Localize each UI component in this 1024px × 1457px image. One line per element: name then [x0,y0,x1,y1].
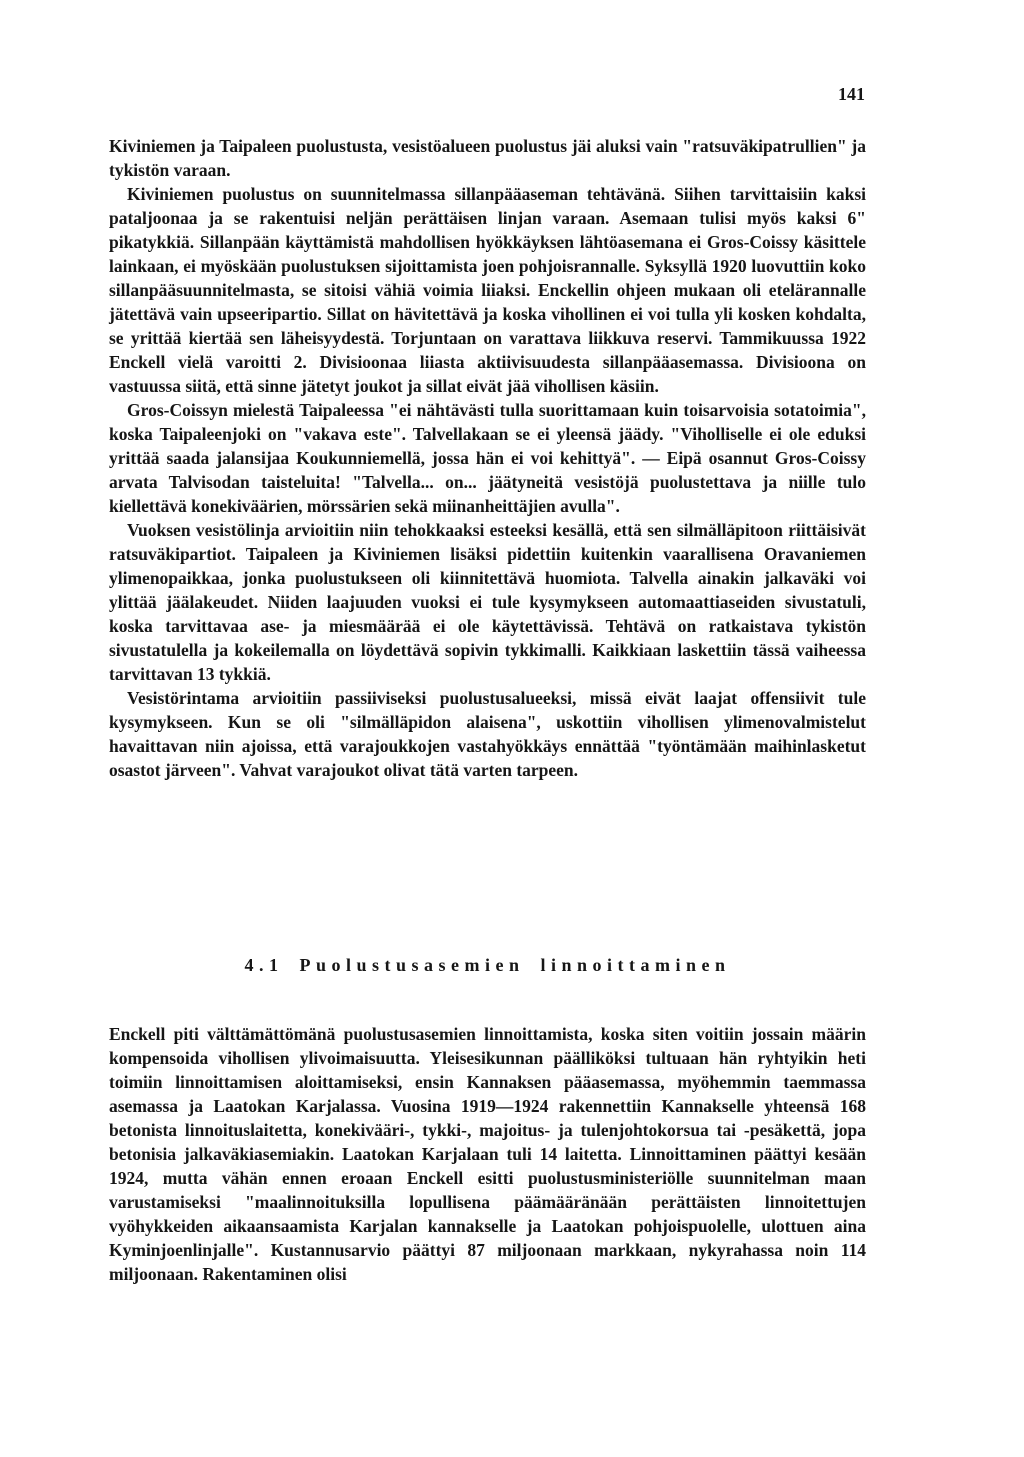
paragraph: Kiviniemen ja Taipaleen puolustusta, vesistöalueen puolustus jäi aluksi vain "ratsuväkipatrullien" ja tykistön varaan. [109,136,866,180]
paragraph: Enckell piti välttämättömänä puolustusasemien linnoittamista, koska siten voitiin jossain määrin kompensoida vihollisen ylivoimaisuutta. Yleisesikunnan päälliköksi tultuaan hän ryhtyikin heti toimiin linnoittamisen aloittamiseksi, ensin Kannaksen pääasemassa, myöhemmin taemmassa asemassa ja Laatokan Karjalassa. Vuosina 1919—1924 rakennettiin Kannakselle yhteensä 168 betonista linnoituslaitetta, konekivääri-, tykki-, majoitus- ja tulenjohtokorsua tai -pesäkettä, jopa betonisia jalkaväkiasemiakin. Laatokan Karjalaan tuli 14 laitetta. Linnoittaminen päättyi kesään 1924, mutta vähän ennen eroaan Enckell esitti puolustusministeriölle suunnitelman maan varustamiseksi "maalinnoituksilla lopullisena päämääränään perättäisten linnoitettujen vyöhykkeiden aikaansaamista Karjalan kannakselle ja Laatokan pohjoispuolelle, ulottuen aina Kyminjoenlinjalle". Kustannusarvio päättyi 87 miljoonaan markkaan, nykyrahassa noin 114 miljoonaan. Rakentaminen olisi [109,1024,866,1284]
paragraph: Vesistörintama arvioitiin passiiviseksi puolustusalueeksi, missä eivät laajat offensiivit tule kysymykseen. Kun se oli "silmälläpidon alaisena", uskottiin vihollisen ylimenovalmistelut havaittavan niin ajoissa, että varajoukkojen vastahyökkäys ennättää "työntämään maihinlasketut osastot järveen". Vahvat varajoukot olivat tätä varten tarpeen. [109,688,866,780]
paragraph: Vuoksen vesistölinja arvioitiin niin tehokkaaksi esteeksi kesällä, että sen silmälläpitoon riittäisivät ratsuväkipartiot. Taipaleen ja Kiviniemen lisäksi pidettiin kuitenkin vaarallisena Oravaniemen ylimenopaikkaa, jonka puolustukseen oli kiinnitettävä huomiota. Talvella ainakin jalkaväki voi ylittää jäälakeudet. Niiden laajuuden vuoksi ei tule kysymykseen automaattiaseiden sivustatuli, koska tarvittavaa ase- ja miesmäärää ei ole käytettävissä. Tehtävä on ratkaistava tykistön sivustatulella ja kokeilemalla on löydettävä sopivin tykkimalli. Kaikkiaan laskettiin tässä vaiheessa tarvittavan 13 tykkiä. [109,520,866,684]
paragraph: Gros-Coissyn mielestä Taipaleessa "ei nähtävästi tulla suorittamaan kuin toisarvoisia sotatoimia", koska Taipaleenjoki on "vakava este". Talvellakaan se ei yleensä jäädy. "Viholliselle ei ole eduksi yrittää saada jalansijaa Koukunniemellä, jossa hän ei voi kehittyä". — Eipä osannut Gros-Coissy arvata Talvisodan taisteluita! "Talvella... on... jäätyneitä vesistöjä puolustettava ja niille tulo kiellettävä konekiväärien, mörssärien sekä miinanheittäjien avulla". [109,400,866,516]
paragraph: Kiviniemen puolustus on suunnitelmassa sillanpääaseman tehtävänä. Siihen tarvittaisiin kaksi pataljoonaa ja se rakentuisi neljän perättäisen linjan varaan. Asemaan tulisi myös kaksi 6" pikatykkiä. Sillanpään käyttämistä mahdollisen hyökkäyksen lähtöasemana ei Gros-Coissy käsittele lainkaan, ei myöskään puolustuksen sijoittamista joen pohjoisrannalle. Syksyllä 1920 luovuttiin koko sillanpääsuunnitelmasta, se sitoisi vähiä voimia liiaksi. Enckellin ohjeen mukaan oli etelärannalle jätettävä vain upseeripartio. Sillat on hävitettävä ja koska vihollinen ei voi tulla yli kosken kohdalta, se yrittää kiertää sen läheisyydestä. Torjuntaan on varattava liikkuva reservi. Tammikuussa 1922 Enckell vielä varoitti 2. Divisioonaa liiasta aktiivisuudesta sillanpääasemassa. Divisioona on vastuussa siitä, että sinne jätetyt joukot ja sillat eivät jää vihollisen käsiin. [109,184,866,396]
body-text-section-two [109,1022,866,1286]
body-text-section-one [109,134,866,782]
section-heading: 4.1 Puolustusasemien linnoittaminen [244,955,731,975]
page-number: 141 [838,84,865,104]
